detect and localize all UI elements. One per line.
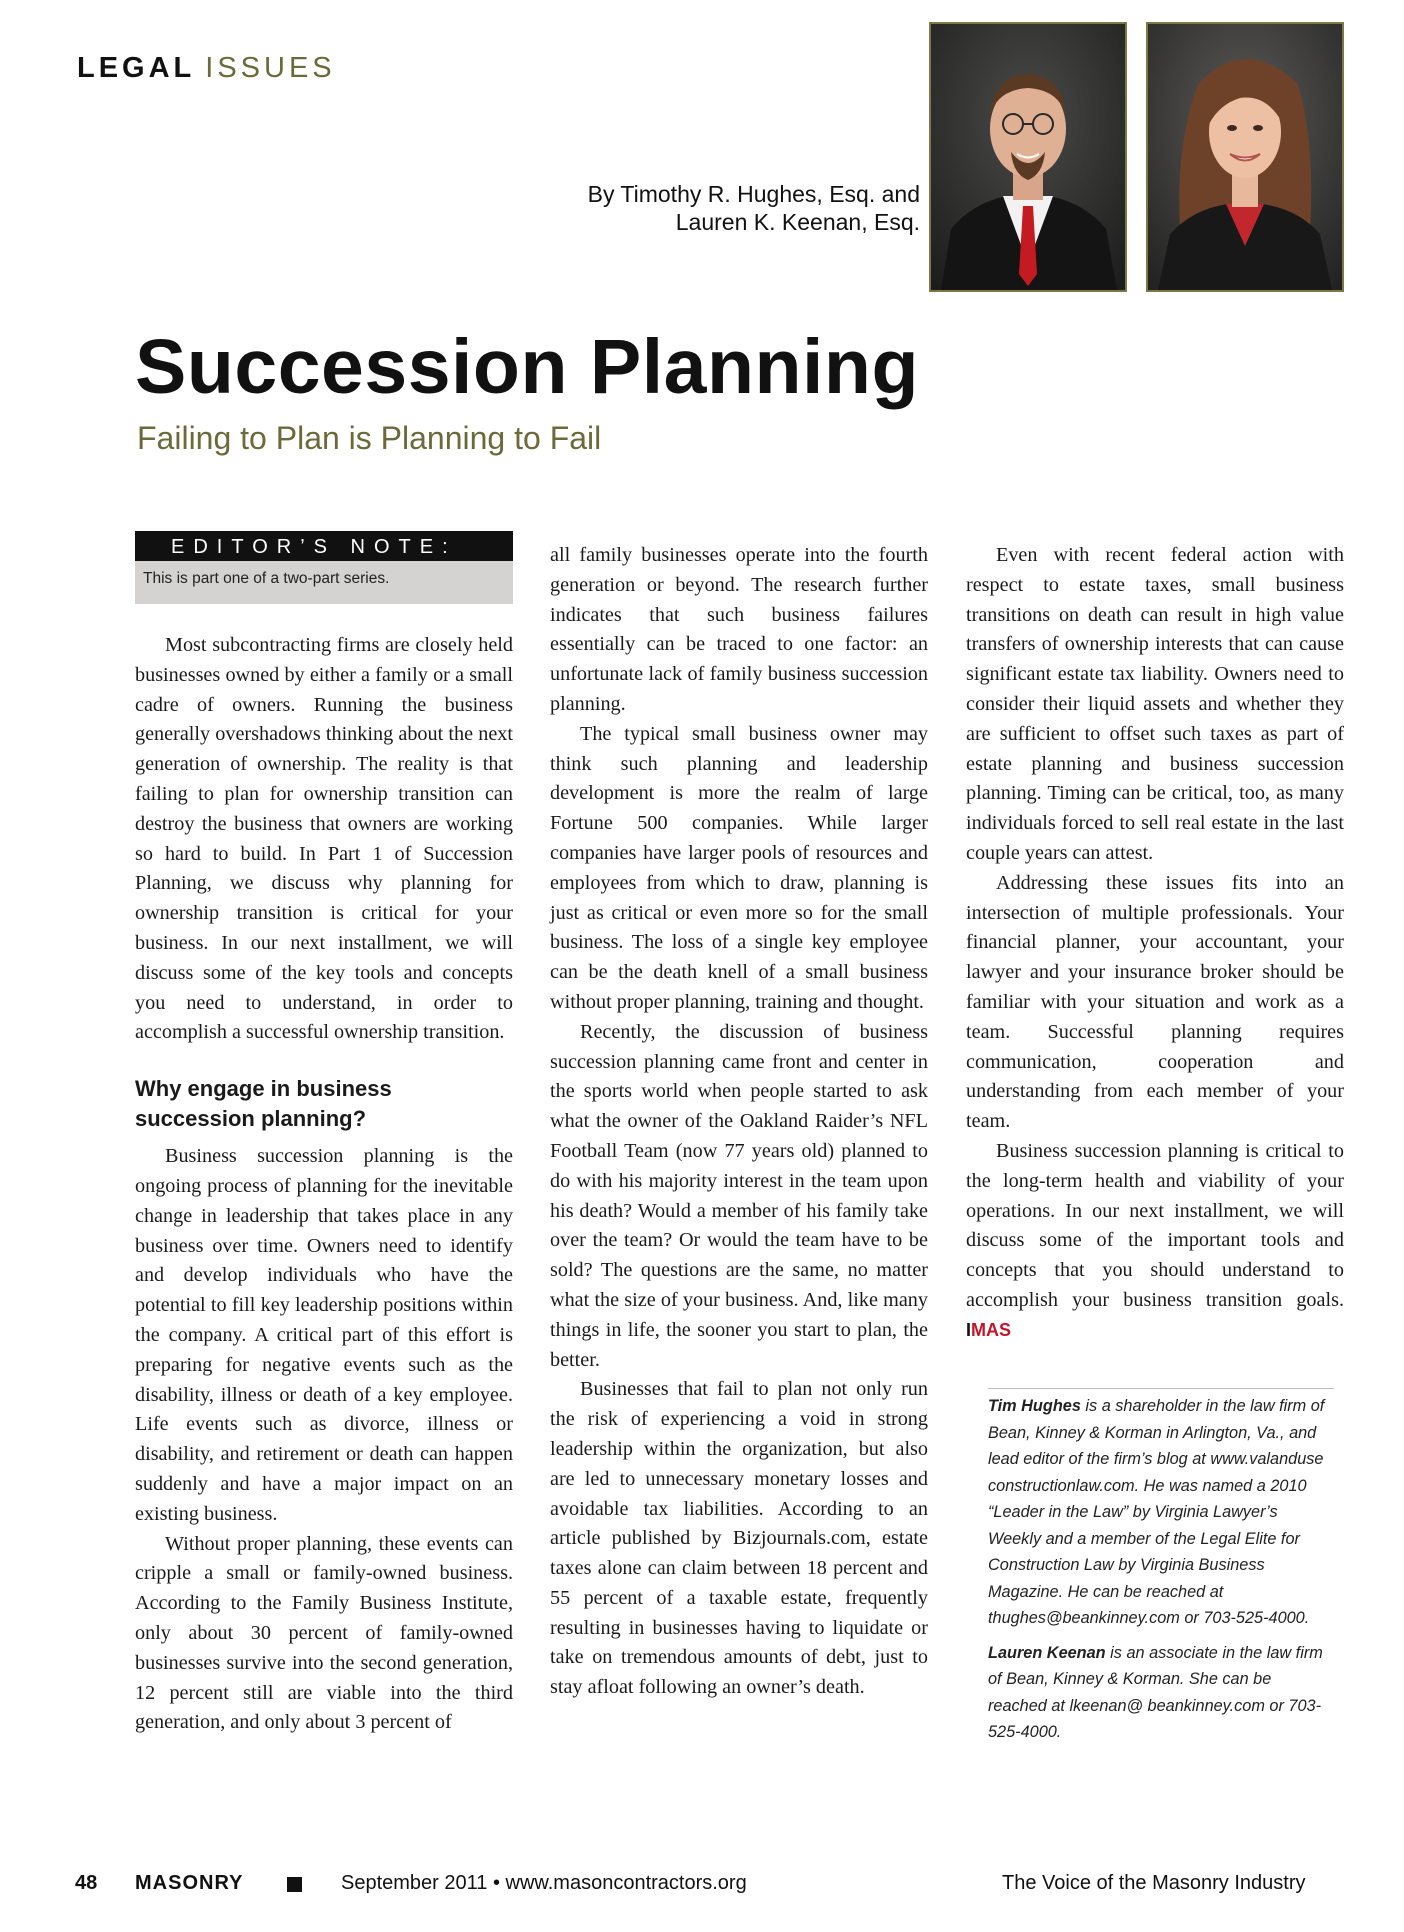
bio-text: is an associate in the law firm of Bean, Kinney & Korman. She can be reached at lkeenan@ beankinney.com or 703-525-4000.	[988, 1643, 1323, 1741]
section-label-light: ISSUES	[205, 52, 336, 84]
editor-note-label: EDITOR’S NOTE:	[135, 531, 513, 561]
bio-text: is a shareholder in the law firm of Bean, Kinney & Korman in Arlington, Va., and lead editor of the firm’s blog at www.valanduse constructionlaw.com. He was named a 2010 “Leader in the Law” by Virginia Lawyer’s Weekly and a member of the Legal Elite for Construction Law by Virginia Business Magazine. He can be reached at thughes@beankinney.com or 703-525-4000.	[988, 1397, 1325, 1627]
paragraph: Business succession planning is the ongoing process of planning for the inevitable change in leadership that takes place in any business over time. Owners need to identify and develop individuals who have the potential to fill key leadership positions within the company. A critical part of this effort is preparing for negative events such as the disability, illness or death of a key employee. Life events such as divorce, illness or disability, and retirement or death can happen suddenly and have a major impact on an existing business.	[135, 1145, 513, 1525]
author-photo-keenan	[1146, 22, 1344, 292]
section-label-bold: LEGAL	[77, 52, 196, 84]
paragraph: Businesses that fail to plan not only run the risk of experiencing a void in strong leadership within the organization, but also are led to unnecessary monetary losses and avoidable tax liabilities. According to an article published by Bizjournals.com, estate taxes alone can claim between 18 percent and 55 percent of a taxable estate, frequently resulting in businesses having to liquidate or take on tremendous amounts of debt, just to stay afloat following an owner’s death.	[550, 1378, 928, 1699]
paragraph: Most subcontracting firms are closely held businesses owned by either a family or a small cadre of owners. Running the business generally overshadows thinking about the next generation of ownership. The reality is that failing to plan for ownership transition can destroy the business that owners are working so hard to build. In Part 1 of Succession Planning, we discuss why planning for ownership transition is critical for your business. In our next installment, we will discuss some of the key tools and concepts you need to understand, in order to accomplish a successful ownership transition.	[135, 634, 513, 1044]
article-column-3	[966, 541, 1344, 1346]
article-subtitle: Failing to Plan is Planning to Fail	[137, 420, 602, 456]
footer-square-icon	[287, 1877, 302, 1892]
bio-name: Tim Hughes	[988, 1397, 1081, 1415]
article-column-2	[550, 541, 928, 1703]
editor-note-text: This is part one of a two-part series.	[135, 561, 513, 604]
paragraph: Without proper planning, these events can cripple a small or family-owned business. According to the Family Business Institute, only about 30 percent of family-owned businesses survive into the second generation, 12 percent still are viable into the third generation, and only about 3 percent of	[135, 1532, 513, 1734]
paragraph: Even with recent federal action with respect to estate taxes, small business transitions on death can result in high value transfers of ownership interests that can cause significant estate tax liability. Owners need to consider their liquid assets and whether they are sufficient to offset such taxes as part of estate planning and business succession planning. Timing can be critical, too, as many individuals forced to sell real estate in the last couple years can attest.	[966, 544, 1344, 864]
article-title: Succession Planning	[135, 324, 919, 410]
magazine-name: MASONRY	[135, 1872, 244, 1894]
section-label	[77, 52, 336, 85]
author-photo-hughes	[929, 22, 1127, 292]
bio-keenan	[988, 1640, 1334, 1746]
editor-note-box	[135, 531, 513, 604]
paragraph: Recently, the discussion of business succession planning came front and center in the sports world when people started to ask what the owner of the Oakland Raider’s NFL Football Team (now 77 years old) planned to do with his majority interest in the team upon his death? Would a member of his family take over the team? Or would the team have to be sold? The questions are the same, no matter what the size of your business. And, like many things in life, the sooner you start to plan, the better.	[550, 1020, 928, 1371]
paragraph: Addressing these issues fits into an intersection of multiple professionals. Your financial planner, your accountant, your lawyer and your insurance broker should be familiar with your situation and work as a team. Successful planning requires communication, cooperation and understanding from each member of your team.	[966, 871, 1344, 1133]
author-bios	[988, 1388, 1334, 1754]
paragraph-text: Business succession planning is critical to the long-term health and viability of your operations. In our next installment, we will discuss some of the important tools and concepts that you should understand to accomplish your business transition goals.	[966, 1139, 1344, 1311]
byline-line-2: Lauren K. Keenan, Esq.	[675, 209, 920, 235]
bio-hughes	[988, 1393, 1334, 1632]
byline-line-1: By Timothy R. Hughes, Esq. and	[587, 181, 920, 207]
footer-date-url: September 2011 • www.masoncontractors.org	[341, 1872, 747, 1894]
page-number: 48	[75, 1872, 98, 1894]
imas-end-mark: IMAS	[966, 1319, 1012, 1340]
paragraph: The typical small business owner may think such planning and leadership development is more the realm of large Fortune 500 companies. While larger companies have larger pools of resources and employees from which to draw, planning is just as critical or even more so for the small business. The loss of a single key employee can be the death knell of a small business without proper planning, training and thought.	[550, 722, 928, 1013]
section-heading: Why engage in business succession planning?	[135, 1076, 392, 1132]
paragraph: all family businesses operate into the fourth generation or beyond. The research further indicates that such business failures essentially can be traced to one factor: an unfortunate lack of family business succession planning.	[550, 544, 928, 715]
bio-name: Lauren Keenan	[988, 1643, 1106, 1662]
paragraph	[966, 1137, 1344, 1346]
footer-tagline: The Voice of the Masonry Industry	[1002, 1872, 1306, 1894]
article-column-1	[135, 631, 513, 1738]
byline	[470, 180, 920, 236]
